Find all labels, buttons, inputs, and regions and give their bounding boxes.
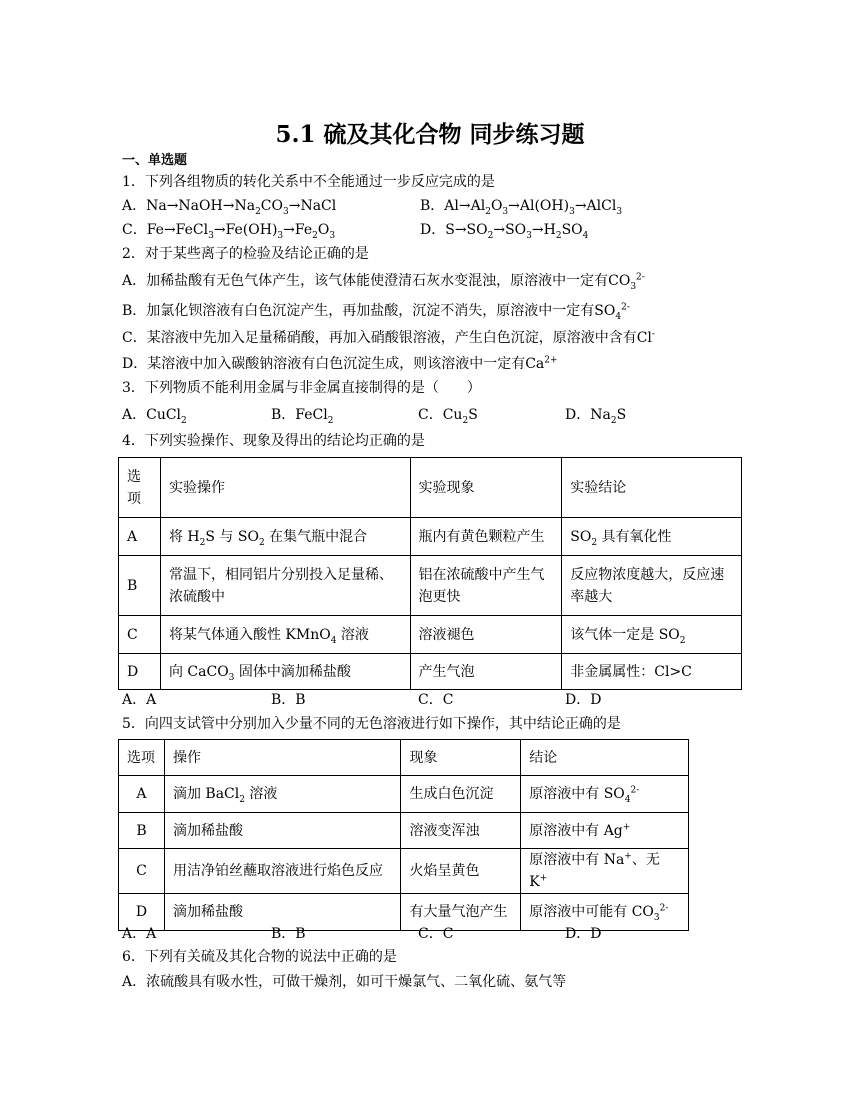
q2-option-a: A．加稀盐酸有无色气体产生，该气体能使澄清石灰水变混浊，原溶液中一定有$CO_3^{2-}$	[122, 272, 645, 292]
table-cell: 用洁净铂丝蘸取溶液进行焰色反应	[164, 849, 401, 894]
q1-stem: 1．下列各组物质的转化关系中不全能通过一步反应完成的是	[122, 174, 495, 190]
q1-option-d: D．$S\to SO_2\to SO_3\to H_2SO_4$	[420, 222, 589, 241]
q2-option-c: C．某溶液中先加入足量稀硝酸，再加入硝酸银溶液，产生白色沉淀，原溶液中含有Cl-	[122, 329, 655, 346]
table-cell: 溶液变浑浊	[401, 813, 521, 849]
table-row	[119, 894, 689, 931]
table-cell: 生成白色沉淀	[401, 776, 521, 813]
q5-option-a: A．A	[122, 926, 157, 942]
q5-option-c: C．C	[418, 926, 454, 942]
table-cell: 溶液褪色	[410, 616, 562, 654]
q3-option-c: C．$Cu_2S$	[418, 407, 478, 426]
table-cell: 将 $H_2S$ 与 $SO_2$ 在集气瓶中混合	[160, 518, 410, 556]
table-header-row	[119, 458, 742, 518]
table-cell: C	[119, 616, 161, 654]
q2-option-d: D．某溶液中加入碳酸钠溶液有白色沉淀生成，则该溶液中一定有$Ca^{2+}$	[122, 355, 558, 372]
table-cell: 铝在浓硫酸中产生气 泡更快	[410, 556, 562, 616]
table-row	[119, 849, 689, 894]
q4-table	[118, 457, 742, 690]
table-cell: 原溶液中可能有 $CO_3^{2-}$	[521, 894, 689, 931]
table-cell: 有大量气泡产生	[401, 894, 521, 931]
table-cell: A	[119, 776, 165, 813]
table-row	[119, 616, 742, 654]
table-header-cell: 实验现象	[410, 458, 562, 518]
table-header-row	[119, 740, 689, 776]
q3-option-d: D．$Na_2S$	[565, 407, 627, 426]
q1-option-a: A．$Na\to NaOH\to Na_2CO_3\to NaCl$	[122, 198, 337, 217]
table-cell: D	[119, 894, 165, 931]
table-cell: 原溶液中有 $SO_4^{2-}$	[521, 776, 689, 813]
table-cell: B	[119, 813, 165, 849]
q5-stem: 5．向四支试管中分别加入少量不同的无色溶液进行如下操作，其中结论正确的是	[122, 716, 621, 732]
table-header-cell: 实验结论	[562, 458, 742, 518]
q3-option-b: B．FeCl$_2$	[271, 407, 334, 426]
q1-option-c: C．$Fe\to FeCl_3\to Fe(OH)_3\to Fe_2O_3$	[122, 222, 336, 241]
table-cell: 原溶液中有 Ag+	[521, 813, 689, 849]
q6-stem: 6．下列有关硫及其化合物的说法中正确的是	[122, 949, 397, 965]
q3-option-a: A．CuCl$_2$	[122, 407, 187, 426]
table-cell: 非金属属性：Cl>C	[562, 654, 742, 690]
table-cell: 将某气体通入酸性 KMnO$_4$ 溶液	[160, 616, 410, 654]
q3-stem: 3．下列物质不能利用金属与非金属直接制得的是（ ）	[122, 380, 481, 396]
page-title: 5.1 硫及其化合物 同步练习题	[275, 121, 585, 148]
table-header-cell: 现象	[401, 740, 521, 776]
table-cell: 产生气泡	[410, 654, 562, 690]
q4-stem: 4．下列实验操作、现象及得出的结论均正确的是	[122, 433, 425, 449]
q4-option-c: C．C	[418, 692, 454, 708]
table-cell: 常温下，相同铝片分别投入足量稀、 浓硫酸中	[160, 556, 410, 616]
table-row	[119, 654, 742, 690]
table-row	[119, 813, 689, 849]
table-cell: 瓶内有黄色颗粒产生	[410, 518, 562, 556]
q5-option-b: B．B	[271, 926, 306, 942]
q2-stem: 2．对于某些离子的检验及结论正确的是	[122, 246, 369, 262]
table-cell: 向 CaCO$_3$ 固体中滴加稀盐酸	[160, 654, 410, 690]
table-cell: 该气体一定是 $SO_2$	[562, 616, 742, 654]
table-cell: $SO_2$ 具有氧化性	[562, 518, 742, 556]
table-row	[119, 518, 742, 556]
table-cell: 反应物浓度越大，反应速 率越大	[562, 556, 742, 616]
q5-option-d: D．D	[565, 926, 602, 942]
table-cell: C	[119, 849, 165, 894]
table-cell: B	[119, 556, 161, 616]
q5-table	[118, 739, 689, 931]
table-cell: 火焰呈黄色	[401, 849, 521, 894]
q6-option-a: A．浓硫酸具有吸水性，可做干燥剂，如可干燥氯气、二氧化硫、氨气等	[122, 974, 567, 990]
q4-option-d: D．D	[565, 692, 602, 708]
table-row	[119, 556, 742, 616]
table-header-cell: 结论	[521, 740, 689, 776]
q1-option-b: B．$Al\to Al_2O_3\to Al(OH)_3\to AlCl_3$	[420, 198, 623, 217]
table-row	[119, 776, 689, 813]
q4-option-b: B．B	[271, 692, 306, 708]
table-cell: 滴加稀盐酸	[164, 813, 401, 849]
table-header-cell: 实验操作	[160, 458, 410, 518]
table-header-cell: 操作	[164, 740, 401, 776]
table-cell: A	[119, 518, 161, 556]
section-heading: 一、单选题	[122, 153, 188, 168]
table-cell: 原溶液中有 Na+、无 K+	[521, 849, 689, 894]
table-cell: D	[119, 654, 161, 690]
q4-option-a: A．A	[122, 692, 157, 708]
table-header-cell: 选 项	[119, 458, 161, 518]
table-header-cell: 选项	[119, 740, 165, 776]
table-cell: 滴加 BaCl$_2$ 溶液	[164, 776, 401, 813]
table-cell: 滴加稀盐酸	[164, 894, 401, 931]
q2-option-b: B．加氯化钡溶液有白色沉淀产生，再加盐酸，沉淀不消失，原溶液中一定有$SO_4^{2-}$	[122, 302, 630, 322]
